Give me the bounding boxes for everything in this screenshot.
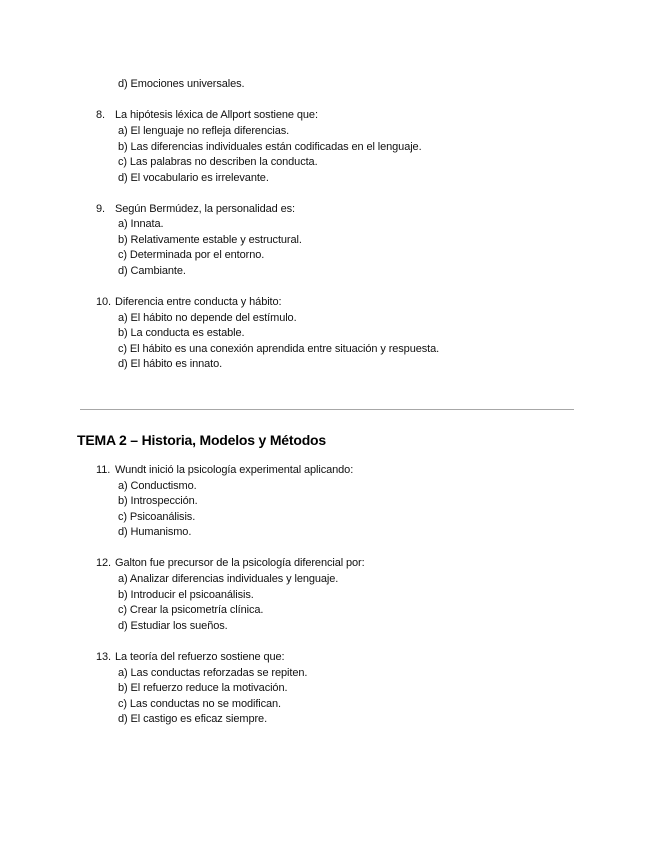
- question-12-option-b: b) Introducir el psicoanálisis.: [118, 589, 254, 601]
- question-11-option-b: b) Introspección.: [118, 495, 198, 507]
- question-10-option-a: a) El hábito no depende del estímulo.: [118, 312, 297, 324]
- question-number: 10.: [96, 296, 111, 308]
- question-9-option-d: d) Cambiante.: [118, 265, 186, 277]
- question-text: Galton fue precursor de la psicología diferencial por:: [115, 557, 365, 569]
- section-divider: [80, 409, 574, 410]
- question-13-option-b: b) El refuerzo reduce la motivación.: [118, 682, 288, 694]
- question-text: Según Bermúdez, la personalidad es:: [115, 203, 295, 215]
- question-number: 9.: [96, 203, 105, 215]
- question-text: Wundt inició la psicología experimental aplicando:: [115, 464, 354, 476]
- question-9: [96, 202, 295, 216]
- question-number: 13.: [96, 651, 111, 663]
- question-12-option-a: a) Analizar diferencias individuales y lenguaje.: [118, 573, 339, 585]
- question-13-option-d: d) El castigo es eficaz siempre.: [118, 713, 268, 725]
- question-11-option-a: a) Conductismo.: [118, 480, 197, 492]
- question-9-option-a: a) Innata.: [118, 218, 164, 230]
- question-text: Diferencia entre conducta y hábito:: [115, 296, 282, 308]
- question-8-option-c: c) Las palabras no describen la conducta.: [118, 156, 318, 168]
- section-heading: TEMA 2 – Historia, Modelos y Métodos: [77, 432, 326, 448]
- question-text: La hipótesis léxica de Allport sostiene que:: [115, 109, 318, 121]
- question-10-option-c: c) El hábito es una conexión aprendida entre situación y respuesta.: [118, 343, 440, 355]
- question-13: [96, 650, 284, 664]
- question-number: 12.: [96, 557, 111, 569]
- question-8-option-d: d) El vocabulario es irrelevante.: [118, 172, 269, 184]
- question-number: 11.: [96, 464, 111, 476]
- question-10-option-b: b) La conducta es estable.: [118, 327, 245, 339]
- question-13-option-c: c) Las conductas no se modifican.: [118, 698, 282, 710]
- question-9-option-b: b) Relativamente estable y estructural.: [118, 234, 302, 246]
- question-12-option-c: c) Crear la psicometría clínica.: [118, 604, 264, 616]
- question-11: [96, 463, 353, 477]
- question-10-option-d: d) El hábito es innato.: [118, 358, 223, 370]
- question-10: [96, 295, 282, 309]
- question-8-option-a: a) El lenguaje no refleja diferencias.: [118, 125, 290, 137]
- question-9-option-c: c) Determinada por el entorno.: [118, 249, 265, 261]
- question-11-option-d: d) Humanismo.: [118, 526, 192, 538]
- question-8-option-b: b) Las diferencias individuales están codificadas en el lenguaje.: [118, 141, 422, 153]
- question-text: La teoría del refuerzo sostiene que:: [115, 651, 285, 663]
- option-continuation: d) Emociones universales.: [118, 78, 245, 90]
- question-12-option-d: d) Estudiar los sueños.: [118, 620, 228, 632]
- question-12: [96, 556, 365, 570]
- question-13-option-a: a) Las conductas reforzadas se repiten.: [118, 667, 308, 679]
- question-11-option-c: c) Psicoanálisis.: [118, 511, 196, 523]
- question-8: [96, 108, 318, 122]
- question-number: 8.: [96, 109, 105, 121]
